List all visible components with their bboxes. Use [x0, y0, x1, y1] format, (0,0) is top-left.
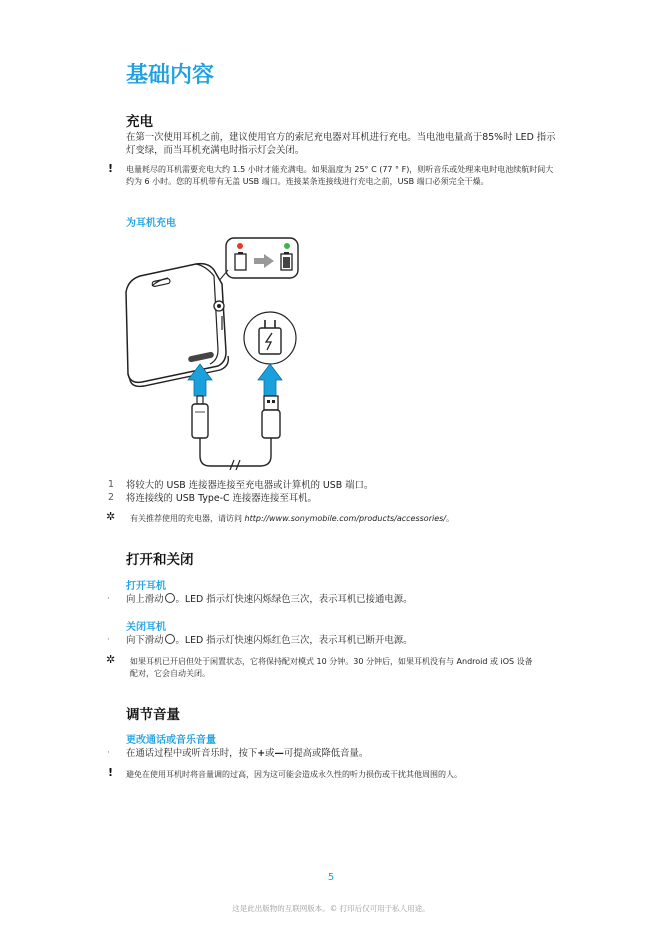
power-off-subheading: 关闭耳机	[126, 622, 166, 633]
power-on-text: 向上滑动 。LED 指示灯快速闪烁绿色三次，表示耳机已接通电源。	[126, 594, 413, 605]
power-tip: 如果耳机已开启但处于闲置状态，它将保持配对模式 10 分钟。30 分钟后，如果耳机没有与 Android 或 iOS 设备配对，它会自动关闭。	[130, 657, 533, 678]
tip-text: 有关推荐使用的充电器，请访问	[130, 514, 245, 523]
arrow-up-icon	[258, 364, 282, 396]
page-number: 5	[327, 872, 335, 883]
volume-subheading: 更改通话或音乐音量	[126, 735, 216, 746]
warning-icon: !	[108, 162, 114, 175]
power-on-subheading: 打开耳机	[126, 581, 166, 592]
charging-warning-text: 电量耗尽的耳机需要充电大约 1.5 小时才能充满电。如果温度为 25° C (77 ° F)，则听音乐或处理来电时电池续航时间大约为 6 小时。您的耳机带有无盖 USB 端口。连接某条连接线进行充电之前，USB 端口必须完全干燥。	[126, 165, 554, 186]
volume-down-key: —	[274, 748, 284, 759]
volume-text: 在通话过程中或听音乐时，按下+或—可提高或降低音量。	[126, 748, 369, 759]
step-1-text: 将较大的 USB 连接器连接至充电器或计算机的 USB 端口。	[126, 480, 374, 491]
step-number: 1	[108, 479, 114, 490]
charging-heading: 充电	[126, 114, 153, 130]
power-icon	[165, 634, 175, 644]
charge-subheading: 为耳机充电	[126, 218, 176, 229]
battery-empty-icon	[235, 252, 246, 270]
warning-icon: !	[108, 766, 114, 779]
footer-note: 这是此出版物的互联网版本。© 打印后仅可用于私人用途。	[232, 904, 430, 913]
power-off-text: 向下滑动 。LED 指示灯快速闪烁红色三次，表示耳机已断开电源。	[126, 635, 413, 646]
charger-icon	[244, 312, 296, 364]
led-indicator-callout	[218, 238, 298, 282]
page-title: 基础内容	[126, 63, 215, 88]
bullet: ·	[107, 594, 110, 604]
charger-tip	[130, 513, 560, 525]
power-icon	[165, 593, 175, 603]
tip-icon: ✲	[106, 653, 116, 666]
usb-c-connector	[192, 396, 208, 438]
volume-up-key: +	[257, 748, 266, 759]
volume-heading: 调节音量	[126, 707, 180, 723]
usb-a-connector	[262, 396, 280, 438]
power-heading: 打开和关闭	[126, 552, 194, 568]
battery-full-icon	[281, 252, 292, 270]
green-led-icon	[284, 243, 290, 249]
charging-illustration	[118, 230, 318, 470]
bullet: ·	[107, 635, 110, 645]
headset-device	[126, 264, 228, 387]
tip-suffix: 。	[446, 514, 454, 523]
charging-paragraph: 在第一次使用耳机之前，建议使用官方的索尼充电器对耳机进行充电。当电池电量高于85%时 LED 指示灯变绿，而当耳机充满电时指示灯会关闭。	[126, 132, 556, 156]
bullet: ·	[107, 748, 110, 758]
accessories-link[interactable]: http://www.sonymobile.com/products/accessories/	[244, 514, 446, 523]
step-number: 2	[108, 492, 114, 503]
volume-warning: 避免在使用耳机时将音量调的过高，因为这可能会造成永久性的听力损伤或干扰其他周围的人。	[126, 770, 462, 779]
tip-icon: ✲	[106, 510, 116, 523]
red-led-icon	[237, 243, 243, 249]
step-2-text: 将连接线的 USB Type-C 连接器连接至耳机。	[126, 493, 317, 504]
usb-cable	[200, 438, 271, 466]
